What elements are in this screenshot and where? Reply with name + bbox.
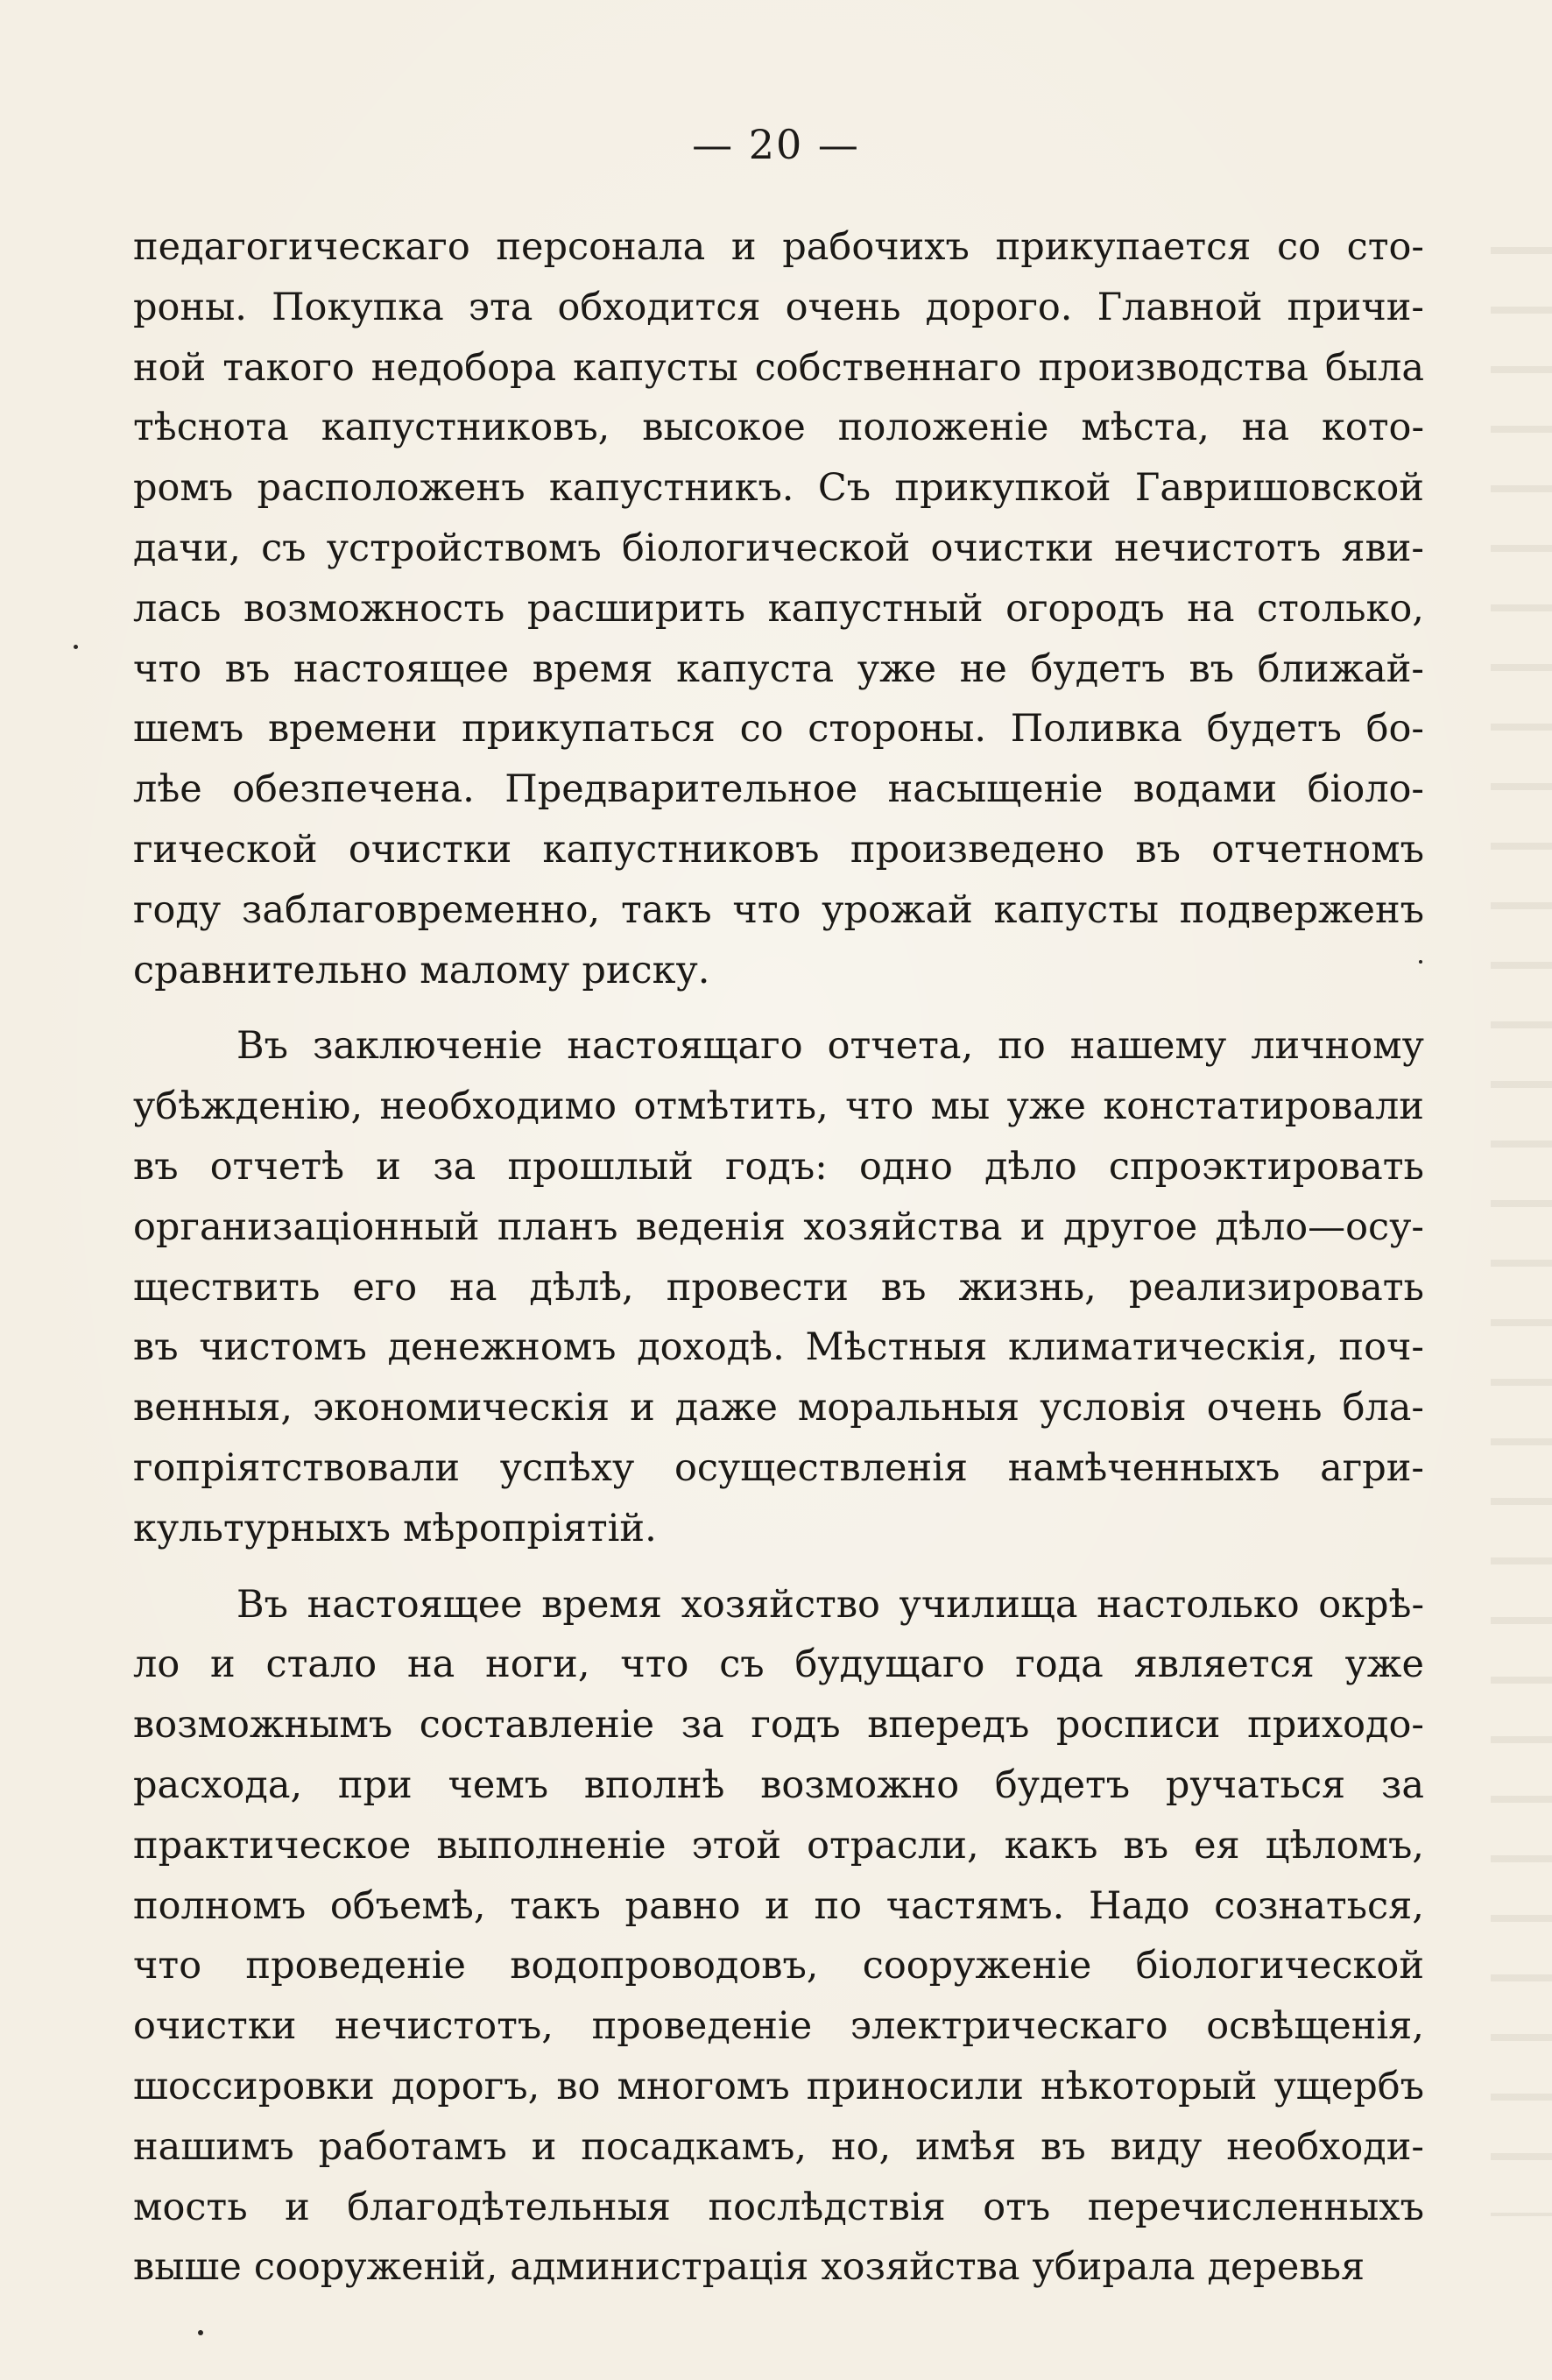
- text-line: гической очистки капустниковъ произведено въ отчетномъ: [133, 827, 1424, 872]
- paragraph-gap: [133, 1559, 1424, 1575]
- text-line: ромъ расположенъ капустникъ. Съ прикупкой Гавришовской: [133, 466, 1424, 511]
- text-line: въ чистомъ денежномъ доходѣ. Мѣстныя климатическiя, поч-: [133, 1325, 1424, 1370]
- text-line: сравнительно малому риску.: [133, 948, 710, 992]
- text-line: шемъ времени прикупаться со стороны. Поливка будетъ бо-: [133, 707, 1424, 752]
- text-line: педагогическаго персонала и рабочихъ прикупается со сто-: [133, 225, 1424, 269]
- text-line: расхода, при чемъ вполнѣ возможно будетъ ручаться за: [133, 1762, 1424, 1807]
- print-speck: [74, 645, 78, 649]
- text-line: мость и благодѣтельныя послѣдствiя отъ перечисленныхъ: [133, 2185, 1424, 2229]
- text-line: нашимъ работамъ и посадкамъ, но, имѣя въ виду необходи-: [133, 2124, 1424, 2169]
- text-line: возможнымъ составленiе за годъ впередъ росписи приходо-: [133, 1703, 1424, 1748]
- text-line: выше сооруженiй, администрацiя хозяйства убирала деревья: [133, 2245, 1365, 2290]
- text-line: очистки нечистотъ, проведенiе электрическаго освѣщенiя,: [133, 2004, 1424, 2049]
- text-line: въ отчетѣ и за прошлый годъ: одно дѣло спроэктировать: [133, 1144, 1424, 1189]
- text-line: шоссировки дорогъ, во многомъ приносили нѣкоторый ущербъ: [133, 2064, 1424, 2108]
- text-line: году заблаговременно, такъ что урожай капусты подверженъ: [133, 887, 1424, 932]
- text-line: Въ настоящее время хозяйство училища настолько окрѣ-: [236, 1582, 1424, 1627]
- text-line: практическое выполненiе этой отрасли, какъ въ ея цѣломъ,: [133, 1823, 1424, 1868]
- body-text: [133, 217, 1424, 2298]
- paragraph: [133, 1016, 1424, 1558]
- text-line: полномъ объемѣ, такъ равно и по частямъ. Надо сознаться,: [133, 1883, 1424, 1928]
- text-line: роны. Покупка эта обходится очень дорого. Главной причи-: [133, 285, 1424, 329]
- paragraph: [133, 217, 1424, 1000]
- text-line: культурныхъ мѣропрiятiй.: [133, 1506, 657, 1550]
- text-line: дачи, съ устройствомъ бiологической очистки нечистотъ яви-: [133, 526, 1424, 570]
- text-line: что проведенiе водопроводовъ, сооруженiе бiологической: [133, 1944, 1424, 1988]
- text-line: ной такого недобора капусты собственнаго производства была: [133, 345, 1424, 390]
- text-line: убѣжденiю, необходимо отмѣтить, что мы уже констатировали: [133, 1084, 1424, 1129]
- text-line: лѣе обезпечена. Предварительное насыщенiе водами бiоло-: [133, 767, 1424, 812]
- print-speck: [198, 2330, 203, 2335]
- text-line: тѣснота капустниковъ, высокое положенiе мѣста, на кото-: [133, 406, 1424, 450]
- text-line: гопрiятствовали успѣху осуществленiя намѣченныхъ агри-: [133, 1445, 1424, 1490]
- text-line: что въ настоящее время капуста уже не будетъ въ ближай-: [133, 646, 1424, 691]
- text-line: организацiонный планъ веденiя хозяйства и другое дѣло—осу-: [133, 1204, 1424, 1249]
- page-number: — 20 —: [692, 121, 860, 168]
- paragraph: [133, 1575, 1424, 2299]
- print-speck: [1419, 960, 1422, 964]
- text-line: венныя, экономическiя и даже моральныя условiя очень бла-: [133, 1386, 1424, 1430]
- text-line: ло и стало на ноги, что съ будущаго года является уже: [133, 1642, 1424, 1687]
- text-line: ществить его на дѣлѣ, провести въ жизнь, реализировать: [133, 1265, 1424, 1310]
- text-line: лась возможность расширить капустный огородъ на столько,: [133, 586, 1424, 631]
- text-line: Въ заключенiе настоящаго отчета, по нашему личному: [236, 1024, 1424, 1069]
- paragraph-gap: [133, 1000, 1424, 1016]
